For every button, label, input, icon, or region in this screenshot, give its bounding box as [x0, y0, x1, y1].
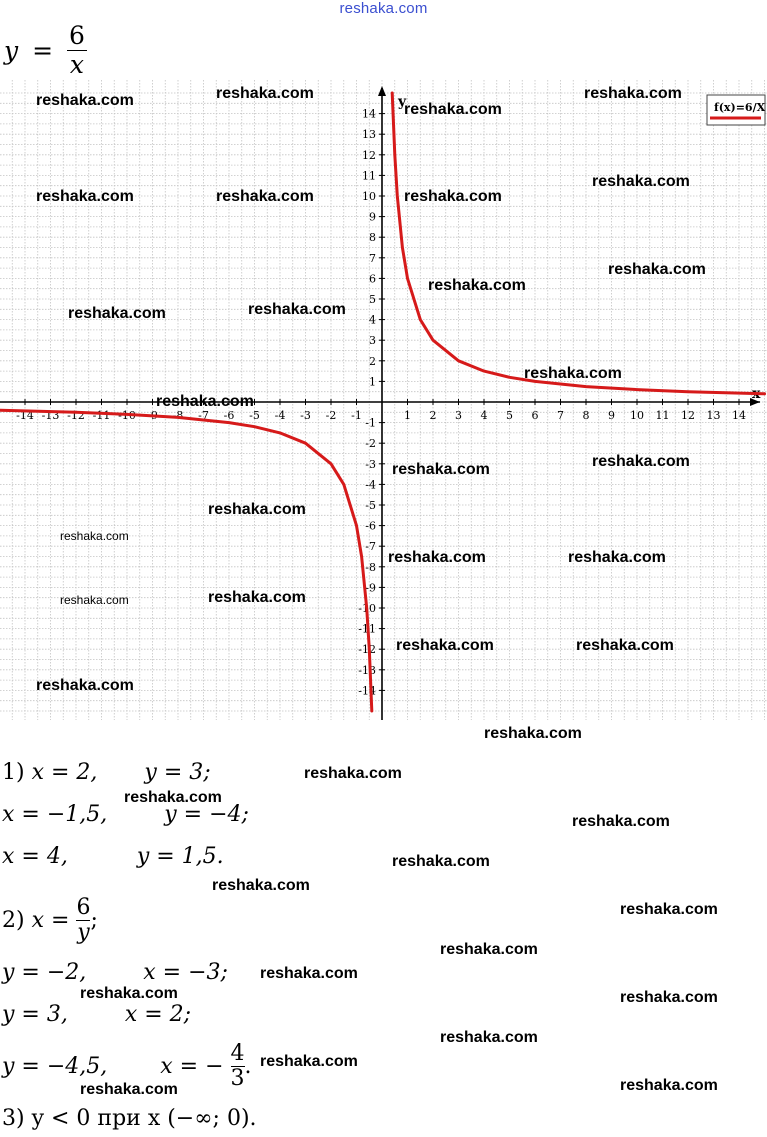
y-tick-label: 11: [362, 169, 376, 183]
solution-x: x = 2,: [31, 760, 98, 785]
watermark: reshaka.com: [156, 393, 254, 410]
y-tick-label: 12: [362, 148, 376, 162]
fraction-denominator: 3: [230, 1066, 245, 1091]
x-tick-label: 2: [429, 409, 437, 422]
x-tick-label: 4: [480, 409, 488, 422]
watermark: reshaka.com: [80, 1081, 178, 1098]
watermark: reshaka.com: [216, 188, 314, 205]
watermark: reshaka.com: [440, 1029, 538, 1046]
solution-y: y = 3,: [2, 1002, 68, 1027]
y-tick-label: 3: [369, 334, 376, 348]
solution-line-8: 3) y < 0 при x (−∞; 0).: [2, 1106, 257, 1131]
y-tick-label: -3: [365, 457, 376, 471]
watermark: reshaka.com: [304, 765, 402, 782]
y-tick-label: 9: [369, 210, 376, 224]
y-tick-label: 1: [369, 375, 376, 389]
watermark: reshaka.com: [440, 941, 538, 958]
x-tick-label: 12: [681, 409, 695, 422]
x-tick-label: -10: [118, 409, 136, 422]
x-tick-label: -4: [274, 409, 286, 422]
y-tick-label: -1: [365, 416, 376, 430]
watermark: reshaka.com: [592, 173, 690, 190]
x-tick-label: 7: [557, 409, 564, 422]
x-tick-label: -8: [172, 409, 184, 422]
x-tick-label: 5: [506, 409, 513, 422]
fraction-numerator: 4: [230, 1041, 245, 1066]
y-tick-label: -12: [358, 643, 376, 657]
y-tick-label: 4: [369, 313, 376, 327]
solution-x: x = 2;: [124, 1002, 192, 1027]
watermark: reshaka.com: [396, 637, 494, 654]
solution-line-1: [2, 760, 211, 785]
watermark: reshaka.com: [248, 301, 346, 318]
fraction-denominator: y: [77, 920, 90, 945]
watermark: reshaka.com: [36, 677, 134, 694]
y-tick-label: -6: [365, 519, 376, 533]
y-tick-label: 6: [369, 272, 376, 286]
y-tick-label: -2: [365, 437, 376, 451]
x-tick-label: -11: [92, 409, 111, 422]
y-tick-label: 2: [369, 354, 376, 368]
fraction-numerator: 6: [76, 895, 91, 920]
watermark: reshaka.com: [60, 593, 129, 607]
watermark: reshaka.com: [620, 989, 718, 1006]
y-tick-label: 7: [369, 251, 376, 265]
x-tick-label: -13: [41, 409, 60, 422]
y-tick-label: -14: [358, 684, 376, 698]
x-tick-label: 8: [582, 409, 590, 422]
y-tick-label: 10: [362, 190, 376, 203]
formula-lhs: y: [4, 36, 19, 65]
x-tick-label: 6: [531, 409, 539, 422]
watermark: reshaka.com: [124, 789, 222, 806]
y-tick-label: -11: [358, 622, 376, 636]
solution-fraction: [231, 1042, 245, 1091]
solution-fraction: [76, 896, 90, 945]
formula-numerator: 6: [68, 21, 85, 50]
x-tick-label: -6: [223, 409, 235, 422]
solution-num: 1): [2, 760, 25, 785]
x-tick-label: 9: [608, 409, 615, 422]
solution-x: x = 4,: [2, 844, 68, 869]
solution-line-5: [2, 960, 228, 985]
x-tick-label: 1: [404, 409, 411, 422]
x-tick-label: 13: [706, 409, 721, 422]
watermark: reshaka.com: [484, 725, 582, 742]
y-tick-label: 14: [362, 107, 376, 121]
series-line: [392, 93, 764, 394]
watermark: reshaka.com: [524, 365, 622, 382]
watermark: reshaka.com: [80, 985, 178, 1002]
watermark: reshaka.com: [404, 188, 502, 205]
solution-y: y = −4,5,: [2, 1054, 108, 1079]
x-tick-label: 11: [655, 409, 670, 422]
y-axis-label: y: [398, 94, 407, 110]
watermark: reshaka.com: [572, 813, 670, 830]
watermark: reshaka.com: [584, 85, 682, 102]
solution-end: ;: [90, 908, 98, 933]
x-axis-label: x: [752, 386, 761, 402]
solution-line-3: [2, 844, 224, 869]
solution-end: .: [244, 1054, 252, 1079]
watermark: reshaka.com: [428, 277, 526, 294]
watermark: reshaka.com: [608, 261, 706, 278]
y-tick-label: -13: [358, 663, 376, 677]
y-tick-label: 8: [369, 231, 376, 245]
solution-x: x = −: [160, 1054, 224, 1079]
y-tick-label: -5: [365, 499, 376, 512]
watermark: reshaka.com: [60, 529, 129, 543]
x-tick-label: 3: [455, 409, 462, 422]
x-tick-label: -2: [325, 409, 337, 422]
y-tick-label: -10: [358, 602, 376, 615]
solution-line-6: [2, 1002, 191, 1027]
formula-denominator: x: [69, 50, 84, 79]
watermark: reshaka.com: [212, 877, 310, 894]
x-tick-label: -9: [147, 409, 158, 422]
y-tick-label: -8: [365, 560, 376, 574]
watermark: reshaka.com: [216, 85, 314, 102]
x-tick-label: -5: [249, 409, 260, 422]
y-tick-label: -4: [365, 478, 376, 492]
watermark: reshaka.com: [568, 549, 666, 566]
x-tick-label: -12: [67, 409, 85, 422]
solution-x: x = −3;: [143, 960, 228, 985]
solution-y: y = −2,: [2, 960, 87, 985]
watermark: reshaka.com: [620, 1077, 718, 1094]
watermark: reshaka.com: [260, 1053, 358, 1070]
watermark: reshaka.com: [404, 101, 502, 118]
watermark: reshaka.com: [620, 901, 718, 918]
x-tick-label: -1: [351, 409, 362, 422]
y-tick-label: 13: [362, 128, 376, 142]
y-axis-arrow: [378, 86, 386, 96]
x-tick-label: 10: [630, 409, 644, 422]
watermark: reshaka.com: [36, 188, 134, 205]
watermark: reshaka.com: [392, 461, 490, 478]
watermark: reshaka.com: [36, 92, 134, 109]
solution-y: y = −4;: [164, 802, 249, 827]
x-tick-label: 14: [732, 409, 746, 422]
solution-line-4: [2, 896, 98, 945]
solution-num: 2): [2, 908, 25, 933]
x-tick-label: -3: [300, 409, 311, 422]
watermark: reshaka.com: [392, 853, 490, 870]
watermark: reshaka.com: [208, 501, 306, 518]
legend-label: f(x)=6/X: [714, 101, 766, 114]
formula-eq: =: [32, 36, 54, 65]
y-tick-label: 5: [369, 293, 376, 306]
solution-x: x =: [31, 908, 70, 933]
site-watermark: reshaka.com: [339, 0, 428, 17]
series-line: [0, 410, 372, 711]
y-tick-label: -9: [365, 581, 376, 595]
x-tick-label: -7: [198, 409, 209, 422]
watermark: reshaka.com: [576, 637, 674, 654]
solution-x: x = −1,5,: [2, 802, 108, 827]
watermark: reshaka.com: [208, 589, 306, 606]
solution-y: y = 1,5.: [136, 844, 224, 869]
watermark: reshaka.com: [388, 549, 486, 566]
function-formula: [4, 22, 87, 79]
watermark: reshaka.com: [68, 305, 166, 322]
x-tick-label: -14: [16, 409, 34, 422]
formula-fraction: [67, 22, 87, 79]
y-tick-label: -7: [365, 540, 376, 554]
solution-y: y = 3;: [144, 760, 211, 785]
watermark: reshaka.com: [592, 453, 690, 470]
watermark: reshaka.com: [260, 965, 358, 982]
